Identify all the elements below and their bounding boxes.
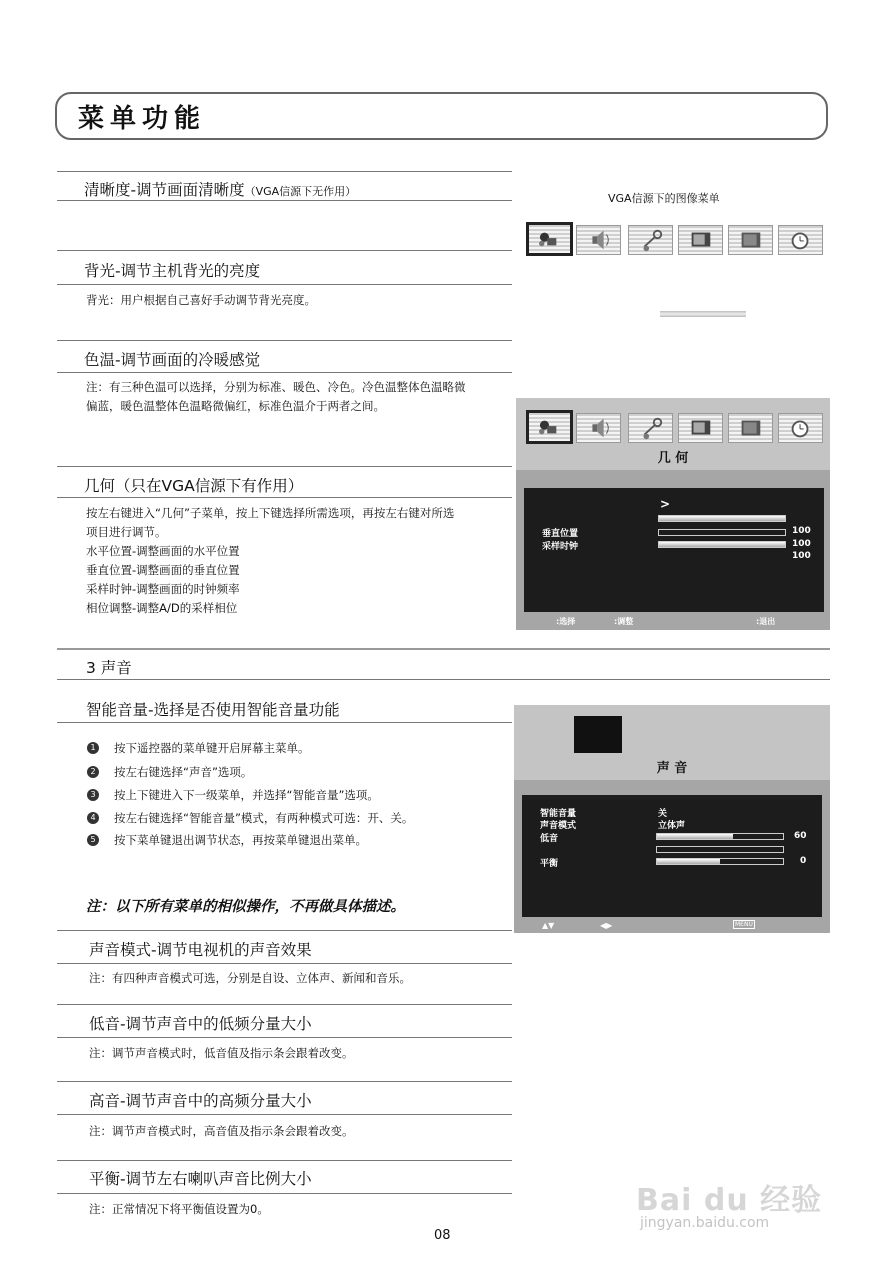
speaker-icon[interactable]	[576, 413, 621, 443]
colortemp-line1: 注：有三种色温可以选择，分别为标准、暖色、冷色。冷色温整体色温略微	[86, 380, 466, 394]
section-title-backlight: 背光-调节主机背光的亮度	[84, 262, 261, 280]
section-title-colortemp: 色温-调节画面的冷暖感觉	[84, 351, 261, 369]
divider	[57, 171, 512, 172]
slider-bar	[660, 311, 746, 317]
leftright-icon: ◀▶	[600, 921, 613, 930]
section-title-clarity: 清晰度-调节画面清晰度（VGA信源下无作用）	[84, 181, 357, 199]
geometry-osd-title: 几 何	[516, 448, 830, 470]
osd-bar[interactable]	[658, 529, 786, 536]
selected-icon-box[interactable]	[574, 716, 622, 753]
osd-bar[interactable]	[658, 541, 786, 548]
backlight-text: 背光：用户根据自己喜好手动调节背光亮度。	[86, 293, 316, 307]
watermark-url: jingyan.baidu.com	[640, 1215, 770, 1231]
osd-label: 低音	[540, 834, 559, 844]
osd-arrow: >	[660, 497, 671, 511]
osd-label: 声音模式	[540, 821, 577, 831]
bass-bar[interactable]	[656, 833, 784, 840]
osd-value: 0	[800, 856, 807, 866]
osd-value: 100	[792, 539, 811, 549]
divider	[57, 200, 512, 201]
section-title-balance: 平衡-调节左右喇叭声音比例大小	[89, 1170, 312, 1188]
step-number: 2	[87, 766, 99, 778]
osd-value[interactable]: 关	[658, 809, 668, 819]
step-number: 1	[87, 742, 99, 754]
picture-menu-icon[interactable]	[526, 410, 573, 444]
step-number: 3	[87, 789, 99, 801]
watermark-logo: Bai du 经验	[636, 1183, 823, 1218]
divider	[57, 1037, 512, 1038]
divider	[57, 648, 830, 650]
geometry-line3: 水平位置-调整画面的水平位置	[86, 544, 240, 558]
key-icon[interactable]	[628, 225, 673, 255]
osd-value: 60	[794, 831, 807, 841]
osd-label: 垂直位置	[542, 529, 579, 539]
divider	[57, 1004, 512, 1005]
section-title-treble: 高音-调节声音中的高频分量大小	[89, 1092, 312, 1110]
divider	[57, 372, 512, 373]
divider	[57, 930, 512, 931]
divider	[57, 497, 512, 498]
divider	[57, 250, 512, 251]
speaker-icon[interactable]	[576, 225, 621, 255]
page-number: 08	[434, 1228, 451, 1243]
tv-icon[interactable]	[728, 413, 773, 443]
step-text: 按下遥控器的菜单键开启屏幕主菜单。	[114, 741, 310, 755]
step-number: 5	[87, 834, 99, 846]
section-title-smartvol: 智能音量-选择是否使用智能音量功能	[86, 701, 340, 719]
page-title: 菜单功能	[78, 104, 207, 134]
divider	[57, 1193, 512, 1194]
clock-icon[interactable]	[778, 413, 823, 443]
divider	[57, 284, 512, 285]
geometry-line2: 项目进行调节。	[86, 525, 167, 539]
step-text: 按下菜单键退出调节状态，再按菜单键退出菜单。	[114, 833, 367, 847]
osd-label: 平衡	[540, 859, 559, 869]
menu-key-icon: MENU	[735, 921, 753, 928]
divider	[57, 963, 512, 964]
osd-bar[interactable]	[658, 515, 786, 522]
divider	[57, 1160, 512, 1161]
osd-value: 100	[792, 526, 811, 536]
section-title-geometry: 几何（只在VGA信源下有作用）	[84, 477, 304, 495]
step-number: 4	[87, 812, 99, 824]
osd-bar[interactable]	[656, 846, 784, 853]
step-text: 按左右键选择“声音”选项。	[114, 765, 253, 779]
divider	[57, 1114, 512, 1115]
section-heading-sound: 3 声音	[86, 659, 132, 677]
divider	[57, 340, 512, 341]
treble-text: 注：调节声音模式时，高音值及指示条会跟着改变。	[89, 1124, 354, 1138]
geometry-line4: 垂直位置-调整画面的垂直位置	[86, 563, 240, 577]
screen-icon[interactable]	[678, 413, 723, 443]
divider	[57, 679, 830, 680]
osd-footer-exit: :退出	[756, 617, 776, 626]
balance-bar[interactable]	[656, 858, 784, 865]
tv-icon[interactable]	[728, 225, 773, 255]
key-icon[interactable]	[628, 413, 673, 443]
geometry-line6: 相位调整-调整A/D的采样相位	[86, 601, 238, 615]
geometry-line5: 采样时钟-调整画面的时钟频率	[86, 582, 240, 596]
vga-menu-caption: VGA信源下的图像菜单	[608, 192, 720, 205]
step-text: 按左右键选择“智能音量”模式，有两种模式可选：开、关。	[114, 811, 414, 825]
balance-text: 注：正常情况下将平衡值设置为0。	[89, 1202, 269, 1216]
osd-label: 智能音量	[540, 809, 577, 819]
colortemp-line2: 偏蓝，暖色温整体色温略微偏红，标准色温介于两者之间。	[86, 399, 385, 413]
operation-notice: 注：以下所有菜单的相似操作，不再做具体描述。	[86, 898, 405, 915]
soundmode-text: 注：有四种声音模式可选，分别是自设、立体声、新闻和音乐。	[89, 971, 411, 985]
geometry-line1: 按左右键进入“几何”子菜单，按上下键选择所需选项，再按左右键对所选	[86, 506, 455, 520]
sound-osd-title: 声 音	[656, 761, 688, 776]
bass-text: 注：调节声音模式时，低音值及指示条会跟着改变。	[89, 1046, 354, 1060]
step-text: 按上下键进入下一级菜单，并选择“智能音量”选项。	[114, 788, 379, 802]
osd-footer-select: :选择	[556, 617, 576, 626]
osd-value: 100	[792, 551, 811, 561]
section-title-soundmode: 声音模式-调节电视机的声音效果	[89, 941, 312, 959]
divider	[57, 466, 512, 467]
picture-menu-icon[interactable]	[526, 222, 573, 256]
section-title-bass: 低音-调节声音中的低频分量大小	[89, 1015, 312, 1033]
osd-label: 采样时钟	[542, 542, 579, 552]
updown-icon: ▲▼	[542, 921, 555, 930]
divider	[57, 1081, 512, 1082]
osd-value[interactable]: 立体声	[658, 821, 686, 831]
divider	[57, 722, 512, 723]
screen-icon[interactable]	[678, 225, 723, 255]
osd-footer-adjust: :调整	[614, 617, 634, 626]
clock-icon[interactable]	[778, 225, 823, 255]
